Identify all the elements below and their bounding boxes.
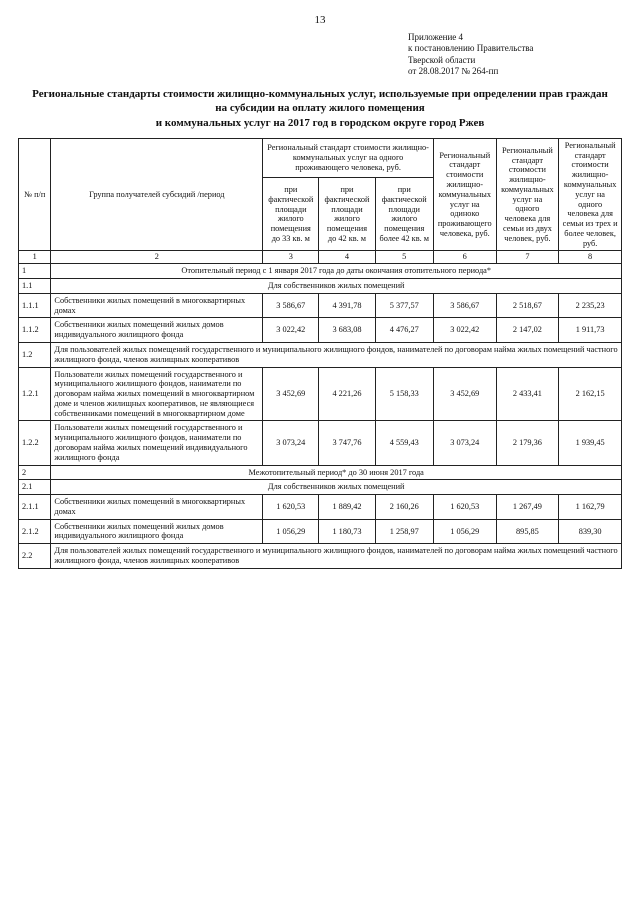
value-cell: 1 267,49	[496, 495, 559, 520]
value-cell: 3 073,24	[263, 421, 319, 465]
value-cell: 3 683,08	[319, 318, 375, 343]
column-index: 8	[559, 251, 622, 264]
value-cell: 5 377,57	[375, 293, 433, 318]
column-index: 7	[496, 251, 559, 264]
value-cell: 3 586,67	[433, 293, 496, 318]
value-cell: 4 476,27	[375, 318, 433, 343]
row-group: Пользователи жилых помещений государственного и муниципального жилищного фондов, наниматели по договорам найма жилых помещений в многоквартирном доме и членов жилищных кооперативов, не являющиеся собственниками помещений в многоквартирном доме	[51, 367, 263, 421]
header-group: Группа получателей субсидий /период	[51, 138, 263, 251]
row-code: 1.1.1	[19, 293, 51, 318]
header-area-over-42: при фактической площади жилого помещения более 42 кв. м	[375, 178, 433, 251]
value-cell: 1 056,29	[433, 519, 496, 544]
value-cell: 1 911,73	[559, 318, 622, 343]
section-title: Отопительный период с 1 января 2017 года до даты окончания отопительного периода*	[51, 264, 622, 279]
title-line: Региональные стандарты стоимости жилищно-коммунальных услуг, используемые при определении прав граждан на субсидии на оплату жилого помещения	[32, 88, 608, 115]
value-cell: 1 162,79	[559, 495, 622, 520]
column-index: 1	[19, 251, 51, 264]
value-cell: 4 221,26	[319, 367, 375, 421]
section-title: Для пользователей жилых помещений государственного и муниципального жилищного фондов, нанимателей по договорам найма жилых помещений частного жилищного фонда, членов жилищных кооперативов	[51, 544, 622, 569]
value-cell: 2 433,41	[496, 367, 559, 421]
section-title: Для собственников жилых помещений	[51, 279, 622, 294]
column-index: 2	[51, 251, 263, 264]
section-code: 2.2	[19, 544, 51, 569]
appendix-line: Приложение 4	[408, 32, 464, 42]
table-row	[19, 519, 622, 544]
value-cell: 2 235,23	[559, 293, 622, 318]
column-index: 4	[319, 251, 375, 264]
value-cell: 3 022,42	[433, 318, 496, 343]
section-row	[19, 279, 622, 294]
value-cell: 3 452,69	[433, 367, 496, 421]
value-cell: 1 258,97	[375, 519, 433, 544]
row-group: Собственники жилых помещений жилых домов индивидуального жилищного фонда	[51, 519, 263, 544]
table-row	[19, 367, 622, 421]
table-row	[19, 293, 622, 318]
row-code: 1.2.1	[19, 367, 51, 421]
value-cell: 2 179,36	[496, 421, 559, 465]
value-cell: 2 147,02	[496, 318, 559, 343]
value-cell: 2 162,15	[559, 367, 622, 421]
appendix-line: Тверской области	[408, 54, 476, 65]
column-index: 6	[433, 251, 496, 264]
row-code: 1.1.2	[19, 318, 51, 343]
page-number: 13	[314, 14, 326, 26]
value-cell: 1 620,53	[433, 495, 496, 520]
row-group: Собственники жилых помещений в многоквартирных домах	[51, 293, 263, 318]
section-title: Межотопительный период* до 30 июня 2017 года	[51, 465, 622, 480]
section-title: Для пользователей жилых помещений государственного и муниципального жилищного фондов, нанимателей по договорам найма жилых помещений частного жилищного фонда, членов жилищных кооперативов	[51, 342, 622, 367]
section-row	[19, 264, 622, 279]
section-code: 1.2	[19, 342, 51, 367]
value-cell: 3 452,69	[263, 367, 319, 421]
document-title	[30, 87, 610, 130]
section-row	[19, 465, 622, 480]
row-group: Пользователи жилых помещений государственного и муниципального жилищного фондов, наниматели по договорам найма жилых помещений индивидуального жилищного фонда	[51, 421, 263, 465]
header-family-three: Региональный стандарт стоимости жилищно-коммунальных услуг на одного человека для семьи из трех и более человек, руб.	[559, 138, 622, 251]
header-number: № п/п	[19, 138, 51, 251]
section-row	[19, 342, 622, 367]
header-area-33: при фактической площади жилого помещения до 33 кв. м	[263, 178, 319, 251]
value-cell: 5 158,33	[375, 367, 433, 421]
appendix-line: от 28.08.2017 № 264-пп	[408, 65, 499, 76]
section-code: 1.1	[19, 279, 51, 294]
value-cell: 839,30	[559, 519, 622, 544]
row-code: 2.1.1	[19, 495, 51, 520]
value-cell: 3 586,67	[263, 293, 319, 318]
title-line: и коммунальных услуг на 2017 год в городском округе город Ржев	[155, 116, 485, 129]
value-cell: 1 620,53	[263, 495, 319, 520]
table-row	[19, 495, 622, 520]
row-code: 2.1.2	[19, 519, 51, 544]
value-cell: 1 180,73	[319, 519, 375, 544]
appendix-line: к постановлению Правительства	[408, 43, 534, 54]
value-cell: 2 160,26	[375, 495, 433, 520]
value-cell: 4 391,78	[319, 293, 375, 318]
column-index-row	[19, 251, 622, 264]
value-cell: 3 747,76	[319, 421, 375, 465]
appendix-block	[408, 32, 622, 77]
header-single: Региональный стандарт стоимости жилищно-коммунальных услуг на одиноко проживающего человека, руб.	[433, 138, 496, 251]
value-cell: 4 559,43	[375, 421, 433, 465]
value-cell: 1 056,29	[263, 519, 319, 544]
header-area-group: Региональный стандарт стоимости жилищно-коммунальных услуг на одного проживающего человека, руб.	[263, 138, 434, 177]
section-code: 2.1	[19, 480, 51, 495]
column-index: 5	[375, 251, 433, 264]
section-row	[19, 544, 622, 569]
column-index: 3	[263, 251, 319, 264]
row-group: Собственники жилых помещений жилых домов индивидуального жилищного фонда	[51, 318, 263, 343]
section-title: Для собственников жилых помещений	[51, 480, 622, 495]
value-cell: 3 073,24	[433, 421, 496, 465]
value-cell: 3 022,42	[263, 318, 319, 343]
value-cell: 895,85	[496, 519, 559, 544]
table-row	[19, 318, 622, 343]
standards-table	[18, 138, 622, 569]
section-code: 1	[19, 264, 51, 279]
row-group: Собственники жилых помещений в многоквартирных домах	[51, 495, 263, 520]
row-code: 1.2.2	[19, 421, 51, 465]
value-cell: 1 939,45	[559, 421, 622, 465]
header-family-two: Региональный стандарт стоимости жилищно-коммунальных услуг на одного человека для семьи из двух человек, руб.	[496, 138, 559, 251]
value-cell: 2 518,67	[496, 293, 559, 318]
value-cell: 1 889,42	[319, 495, 375, 520]
table-row	[19, 421, 622, 465]
header-area-42: при фактической площади жилого помещения до 42 кв. м	[319, 178, 375, 251]
section-code: 2	[19, 465, 51, 480]
section-row	[19, 480, 622, 495]
